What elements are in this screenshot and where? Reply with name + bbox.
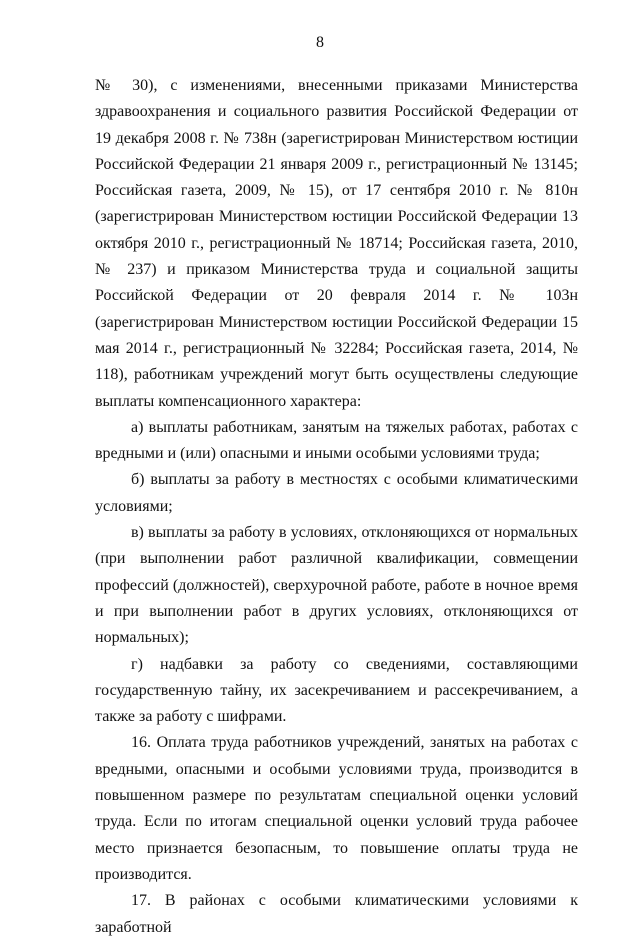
- paragraph-clause-16: 16. Оплата труда работников учреждений, занятых на работах с вредными, опасными и особыми условиями труда, производится в повышенном размере по результатам специальной оценки условий труда. Если по итогам специальной оценки условий труда рабочее место признается безопасным, то повышение оплаты труда не производится.: [95, 734, 578, 883]
- document-body: [95, 73, 578, 941]
- paragraph-item-b: б) выплаты за работу в местностях с особыми климатическими условиями;: [95, 471, 578, 515]
- page-number: 8: [316, 34, 324, 51]
- paragraph-item-a: а) выплаты работникам, занятым на тяжелых работах, работах с вредными и (или) опасными и иными особыми условиями труда;: [95, 418, 578, 463]
- paragraph-item-v: в) выплаты за работу в условиях, отклоняющихся от нормальных (при выполнении работ различной квалификации, совмещении профессий (должностей), сверхурочной работе, работе в ночное время и при выполнении работ в других условиях, отклоняющихся от нормальных);: [95, 524, 578, 647]
- paragraph-item-g: г) надбавки за работу со сведениями, составляющими государственную тайну, их засекречиванием и рассекречиванием, а также за работу с шифрами.: [95, 655, 578, 726]
- paragraph-continuation: № 30), с изменениями, внесенными приказами Министерства здравоохранения и социального развития Российской Федерации от 19 декабря 2008 г. № 738н (зарегистрирован Министерством юстиции Российской Федерации 21 января 2009 г., регистрационный № 13145; Российская газета, 2009, № 15), от 17 сентября 2010 г. № 810н (зарегистрирован Министерством юстиции Российской Федерации 13 октября 2010 г., регистрационный № 18714; Российская газета, 2010, № 237) и приказом Министерства труда и социальной защиты Российской Федерации от 20 февраля 2014 г. № 103н (зарегистрирован Министерством юстиции Российской Федерации 15 мая 2014 г., регистрационный № 32284; Российская газета, 2014, № 118), работникам учреждений могут быть осуществлены следующие выплаты компенсационного характера:: [95, 77, 578, 410]
- paragraph-clause-17: 17. В районах с особыми климатическими условиями к заработной: [95, 892, 578, 936]
